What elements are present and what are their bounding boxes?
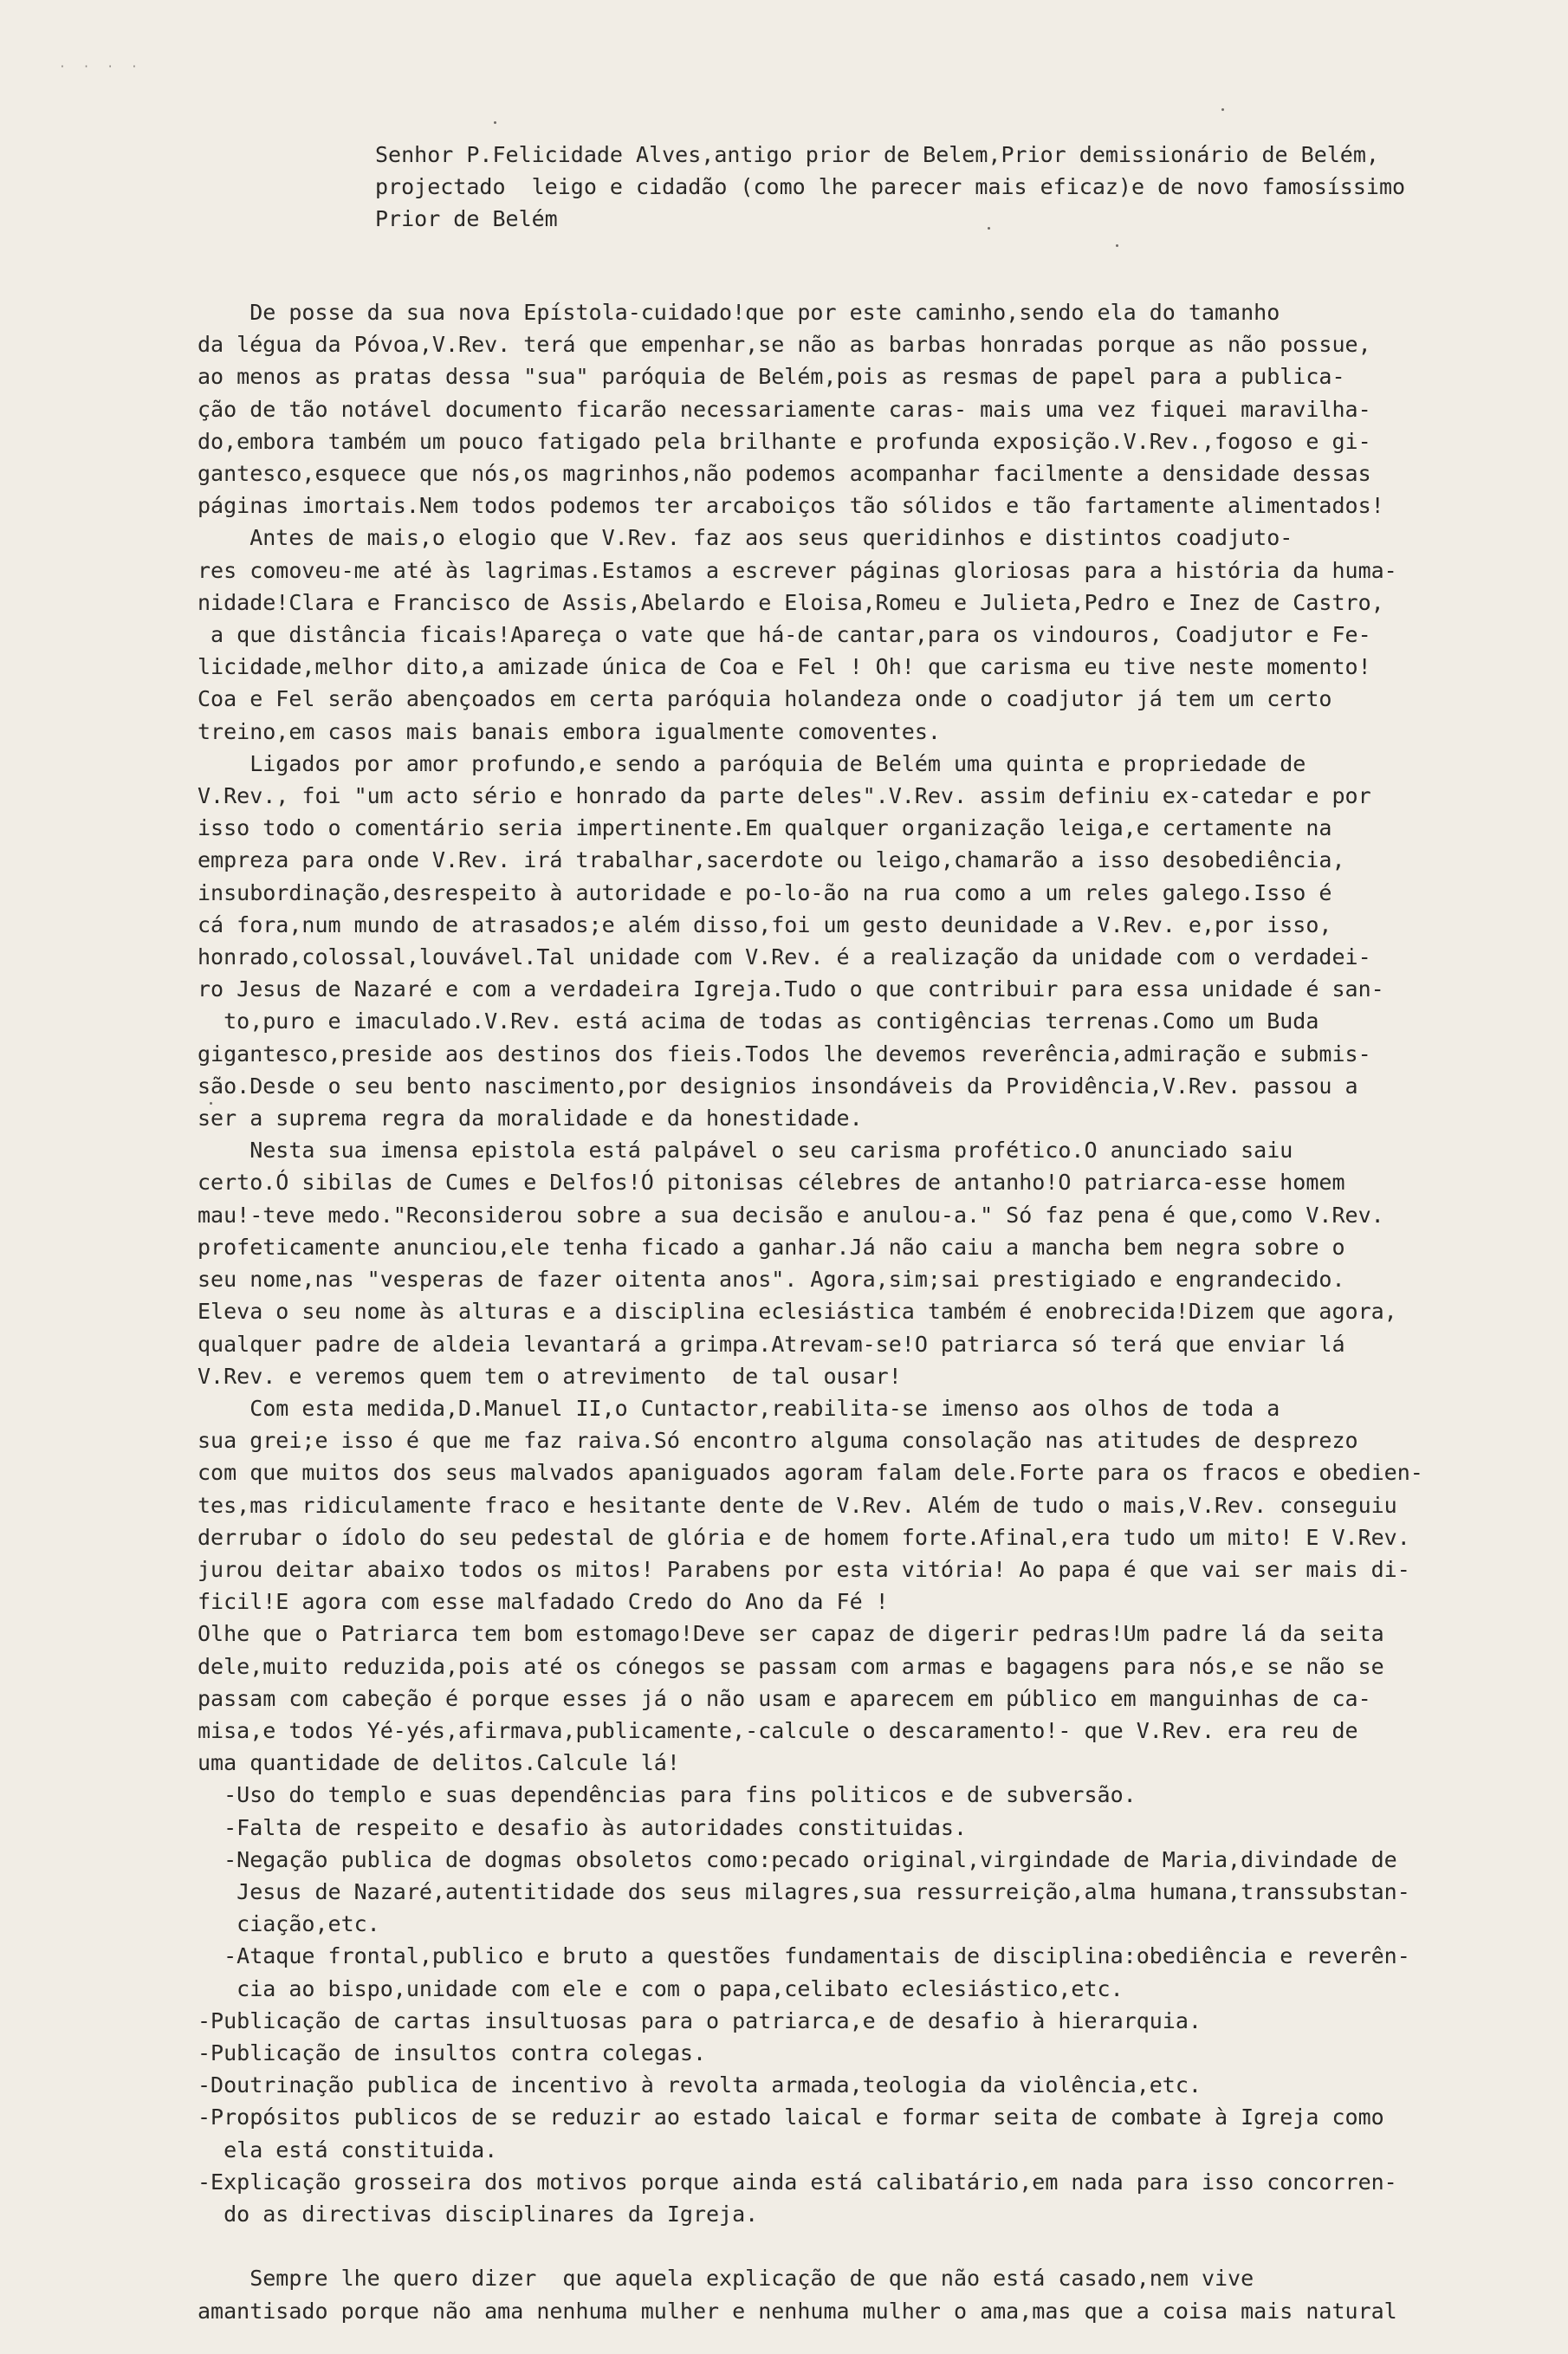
salutation-line: projectado leigo e cidadão (como lhe parecer mais eficaz)e de novo famosíssimo bbox=[375, 174, 1406, 200]
salutation-line: Senhor P.Felicidade Alves,antigo prior de Belem,Prior demissionário de Belém, bbox=[375, 142, 1379, 167]
paper-speck bbox=[210, 1102, 212, 1105]
paper-speck bbox=[1221, 108, 1224, 111]
paragraph-7: Sempre lhe quero dizer que aquela explicação de que não está casado,nem vive amantisado porque não ama nenhuma mulher e nenhuma mulher o ama,mas que a coisa mais natural bbox=[198, 2266, 1397, 2324]
paper-speck bbox=[988, 227, 990, 230]
salutation-line: Prior de Belém bbox=[375, 206, 558, 232]
accusation-list: -Uso do templo e suas dependências para fins politicos e de subversão. -Falta de respeito e desafio às autoridades constituidas. -Negação publica de dogmas obsoletos como:pecado original,virgindade de Maria,divindade de Jesus de Nazaré,autentitidade dos seus milagres,sua ressurreição,alma humana,transsubstan- ciação,etc. -Ataque frontal,publico e bruto a questões fundamentais de disciplina:obediência e reverên- cia ao bispo,unidade com ele e com o papa,celibato eclesiástico,etc. -Publicação de cartas insultuosas para o patriarca,e de desafio à hierarquia. -Publicação de insultos contra colegas. -Doutrinação publica de incentivo à revolta armada,teologia da violência,etc. -Propósitos publicos de se reduzir ao estado laical e formar seita de combate à Igreja como ela está constituida. -Explicação grosseira dos motivos porque ainda está calibatário,em nada para isso concorren- do as directivas disciplinares da Igreja. bbox=[198, 1782, 1410, 2227]
letter-body bbox=[198, 296, 1423, 2327]
paragraph-4: Nesta sua imensa epistola está palpável o seu carisma profético.O anunciado saiu certo.Ó sibilas de Cumes e Delfos!Ó pitonisas célebres de antanho!O patriarca-esse homem mau!-teve medo."Reconsiderou sobre a sua decisão e anulou-a." Só faz pena é que,como V.Rev. profeticamente anunciou,ele tenha ficado a ganhar.Já não caiu a mancha bem negra sobre o seu nome,nas "vesperas de fazer oitenta anos". Agora,sim;sai prestigiado e engrandecido. Eleva o seu nome às alturas e a disciplina eclesiástica também é enobrecida!Dizem que agora, qualquer padre de aldeia levantará a grimpa.Atrevam-se!O patriarca só terá que enviar lá V.Rev. e veremos quem tem o atrevimento de tal ousar! bbox=[198, 1138, 1397, 1389]
paragraph-1: De posse da sua nova Epístola-cuidado!que por este caminho,sendo ela do tamanho da légua da Póvoa,V.Rev. terá que empenhar,se não as barbas honradas porque as não possue, ao menos as pratas dessa "sua" paróquia de Belém,pois as resmas de papel para a publica- ção de tão notável documento ficarão necessariamente caras- mais uma vez fiquei maravilha- do,embora também um pouco fatigado pela brilhante e profunda exposição.V.Rev.,fogoso e gi- gantesco,esquece que nós,os magrinhos,não podemos acompanhar facilmente a densidade dessas páginas imortais.Nem todos podemos ter arcaboiços tão sólidos e tão fartamente alimentados! bbox=[198, 300, 1384, 519]
corner-mark: · · · · bbox=[59, 61, 143, 74]
paper-speck bbox=[494, 121, 496, 124]
paper-speck bbox=[1116, 244, 1118, 247]
salutation bbox=[375, 139, 1405, 236]
paragraph-5: Com esta medida,D.Manuel II,o Cuntactor,reabilita-se imenso aos olhos de toda a sua grei;e isso é que me faz raiva.Só encontro alguma consolação nas atitudes de desprezo com que muitos dos seus malvados apaniguados agoram falam dele.Forte para os fracos e obedien- tes,mas ridiculamente fraco e hesitante dente de V.Rev. Além de tudo o mais,V.Rev. conseguiu derrubar o ídolo do seu pedestal de glória e de homem forte.Afinal,era tudo um mito! E V.Rev. jurou deitar abaixo todos os mitos! Parabens por esta vitória! Ao papa é que vai ser mais di- ficil!E agora com esse malfadado Credo do Ano da Fé ! Olhe que o Patriarca tem bom estomago!Deve ser capaz de digerir pedras!Um padre lá da seita dele,muito reduzida,pois até os cónegos se passam com armas e bagagens para nós,e se não se passam com cabeção é porque esses já o não usam e aparecem em público em manguinhas de ca- misa,e todos Yé-yés,afirmava,publicamente,-calcule o descaramento!- que V.Rev. era reu de uma quantidade de delitos.Calcule lá! bbox=[198, 1395, 1423, 1776]
paragraph-3: Ligados por amor profundo,e sendo a paróquia de Belém uma quinta e propriedade de V.Rev., foi "um acto sério e honrado da parte deles".V.Rev. assim definiu ex-catedar e por isso todo o comentário seria impertinente.Em qualquer organização leiga,e certamente na empreza para onde V.Rev. irá trabalhar,sacerdote ou leigo,chamarão a isso desobediência, insubordinação,desrespeito à autoridade e po-lo-ão na rua como a um reles galego.Isso é cá fora,num mundo de atrasados;e além disso,foi um gesto deunidade a V.Rev. e,por isso, honrado,colossal,louvável.Tal unidade com V.Rev. é a realização da unidade com o verdadei- ro Jesus de Nazaré e com a verdadeira Igreja.Tudo o que contribuir para essa unidade é san- to,puro e imaculado.V.Rev. está acima de todas as contigências terrenas.Como um Buda gigantesco,preside aos destinos dos fieis.Todos lhe devemos reverência,admiração e submis- são.Desde o seu bento nascimento,por designios insondáveis da Providência,V.Rev. passou a ser a suprema regra da moralidade e da honestidade. bbox=[198, 750, 1384, 1132]
paragraph-2: Antes de mais,o elogio que V.Rev. faz aos seus queridinhos e distintos coadjuto- res comoveu-me até às lagrimas.Estamos a escrever páginas gloriosas para a história da huma- nidade!Clara e Francisco de Assis,Abelardo e Eloisa,Romeu e Julieta,Pedro e Inez de Castro, a que distância ficais!Apareça o vate que há-de cantar,para os vindouros, Coadjutor e Fe- licidade,melhor dito,a amizade única de Coa e Fel ! Oh! que carisma eu tive neste momento! Coa e Fel serão abençoados em certa paróquia holandeza onde o coadjutor já tem um certo treino,em casos mais banais embora igualmente comoventes. bbox=[198, 525, 1397, 744]
